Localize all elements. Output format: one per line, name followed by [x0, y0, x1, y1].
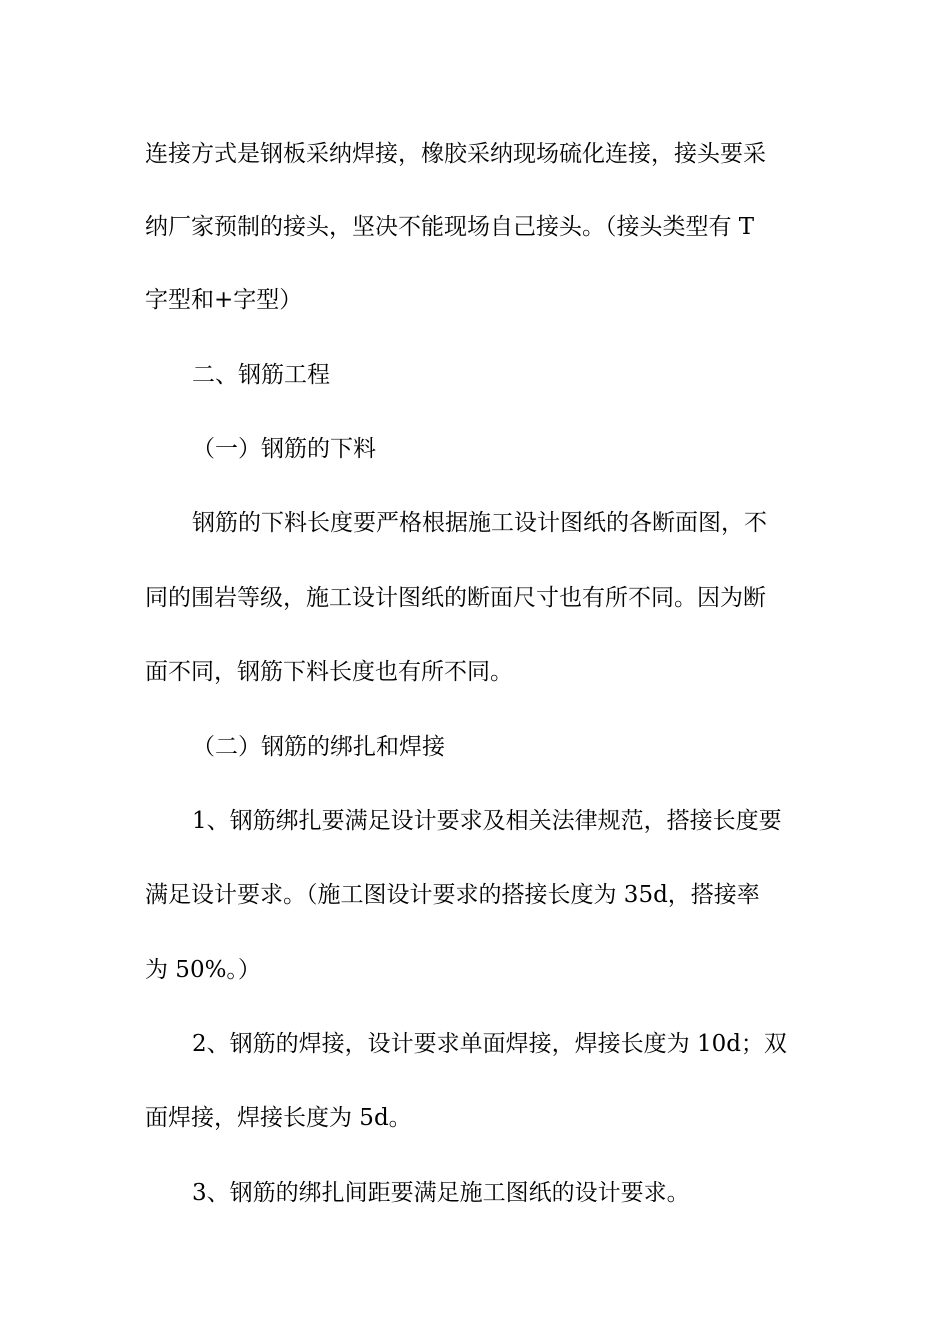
paragraph-line: 纳厂家预制的接头，坚决不能现场自己接头。（接头类型有 T: [145, 214, 755, 240]
subsection-heading: （二）钢筋的绑扎和焊接: [192, 734, 445, 760]
paragraph-line: 钢筋的下料长度要严格根据施工设计图纸的各断面图，不: [192, 510, 767, 536]
paragraph-line: 2、钢筋的焊接，设计要求单面焊接，焊接长度为 10d；双: [192, 1031, 787, 1057]
paragraph-line: 字型和+字型）: [145, 287, 303, 313]
paragraph-line: 同的围岩等级，施工设计图纸的断面尺寸也有所不同。因为断: [145, 585, 766, 611]
paragraph-line: 3、钢筋的绑扎间距要满足施工图纸的设计要求。: [192, 1180, 690, 1206]
paragraph-line: 为 50%。）: [145, 957, 261, 983]
paragraph-line: 1、钢筋绑扎要满足设计要求及相关法律规范，搭接长度要: [192, 808, 782, 834]
paragraph-line: 面焊接，焊接长度为 5d。: [145, 1105, 412, 1131]
subsection-heading: （一）钢筋的下料: [192, 436, 376, 462]
paragraph-line: 满足设计要求。（施工图设计要求的搭接长度为 35d，搭接率: [145, 882, 760, 908]
paragraph-line: 面不同，钢筋下料长度也有所不同。: [145, 659, 513, 685]
section-heading: 二、钢筋工程: [192, 362, 330, 388]
paragraph-line: 连接方式是钢板采纳焊接，橡胶采纳现场硫化连接，接头要采: [145, 141, 766, 167]
